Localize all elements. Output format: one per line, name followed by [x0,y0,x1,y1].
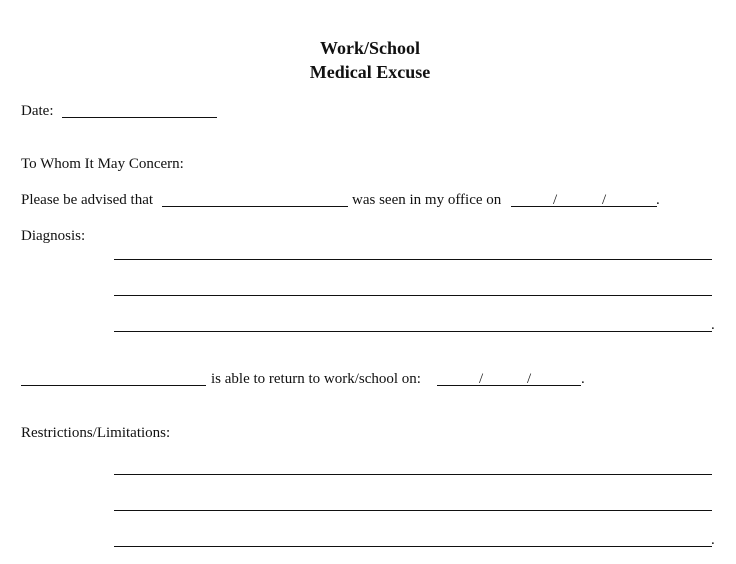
return-name-blank[interactable] [21,385,206,386]
diagnosis-line-3[interactable] [114,331,712,332]
advised-prefix: Please be advised that [21,192,154,208]
return-text: is able to return to work/school on: [211,371,421,387]
seen-in-office-text: was seen in my office on [352,192,502,208]
diagnosis-period: . [711,317,715,333]
form-title-line1: Work/School [319,38,421,58]
return-date-slash-2: / [527,371,532,387]
restrictions-line-1[interactable] [114,474,712,475]
return-sentence-period: . [581,371,585,387]
restrictions-period: . [711,532,715,548]
visit-date-blank[interactable] [511,206,657,207]
visit-date-slash-1: / [553,192,558,208]
return-date-slash-1: / [479,371,484,387]
restrictions-line-2[interactable] [114,510,712,511]
date-blank[interactable] [62,117,217,118]
restrictions-line-3[interactable] [114,546,712,547]
visit-sentence-period: . [656,192,660,208]
date-label: Date: [21,103,54,119]
form-title-line2: Medical Excuse [309,62,431,82]
diagnosis-line-1[interactable] [114,259,712,260]
restrictions-label: Restrictions/Limitations: [21,425,171,441]
return-date-blank[interactable] [437,385,581,386]
visit-date-slash-2: / [602,192,607,208]
diagnosis-line-2[interactable] [114,295,712,296]
diagnosis-label: Diagnosis: [21,228,86,244]
patient-name-blank[interactable] [162,206,348,207]
salutation: To Whom It May Concern: [21,156,184,172]
